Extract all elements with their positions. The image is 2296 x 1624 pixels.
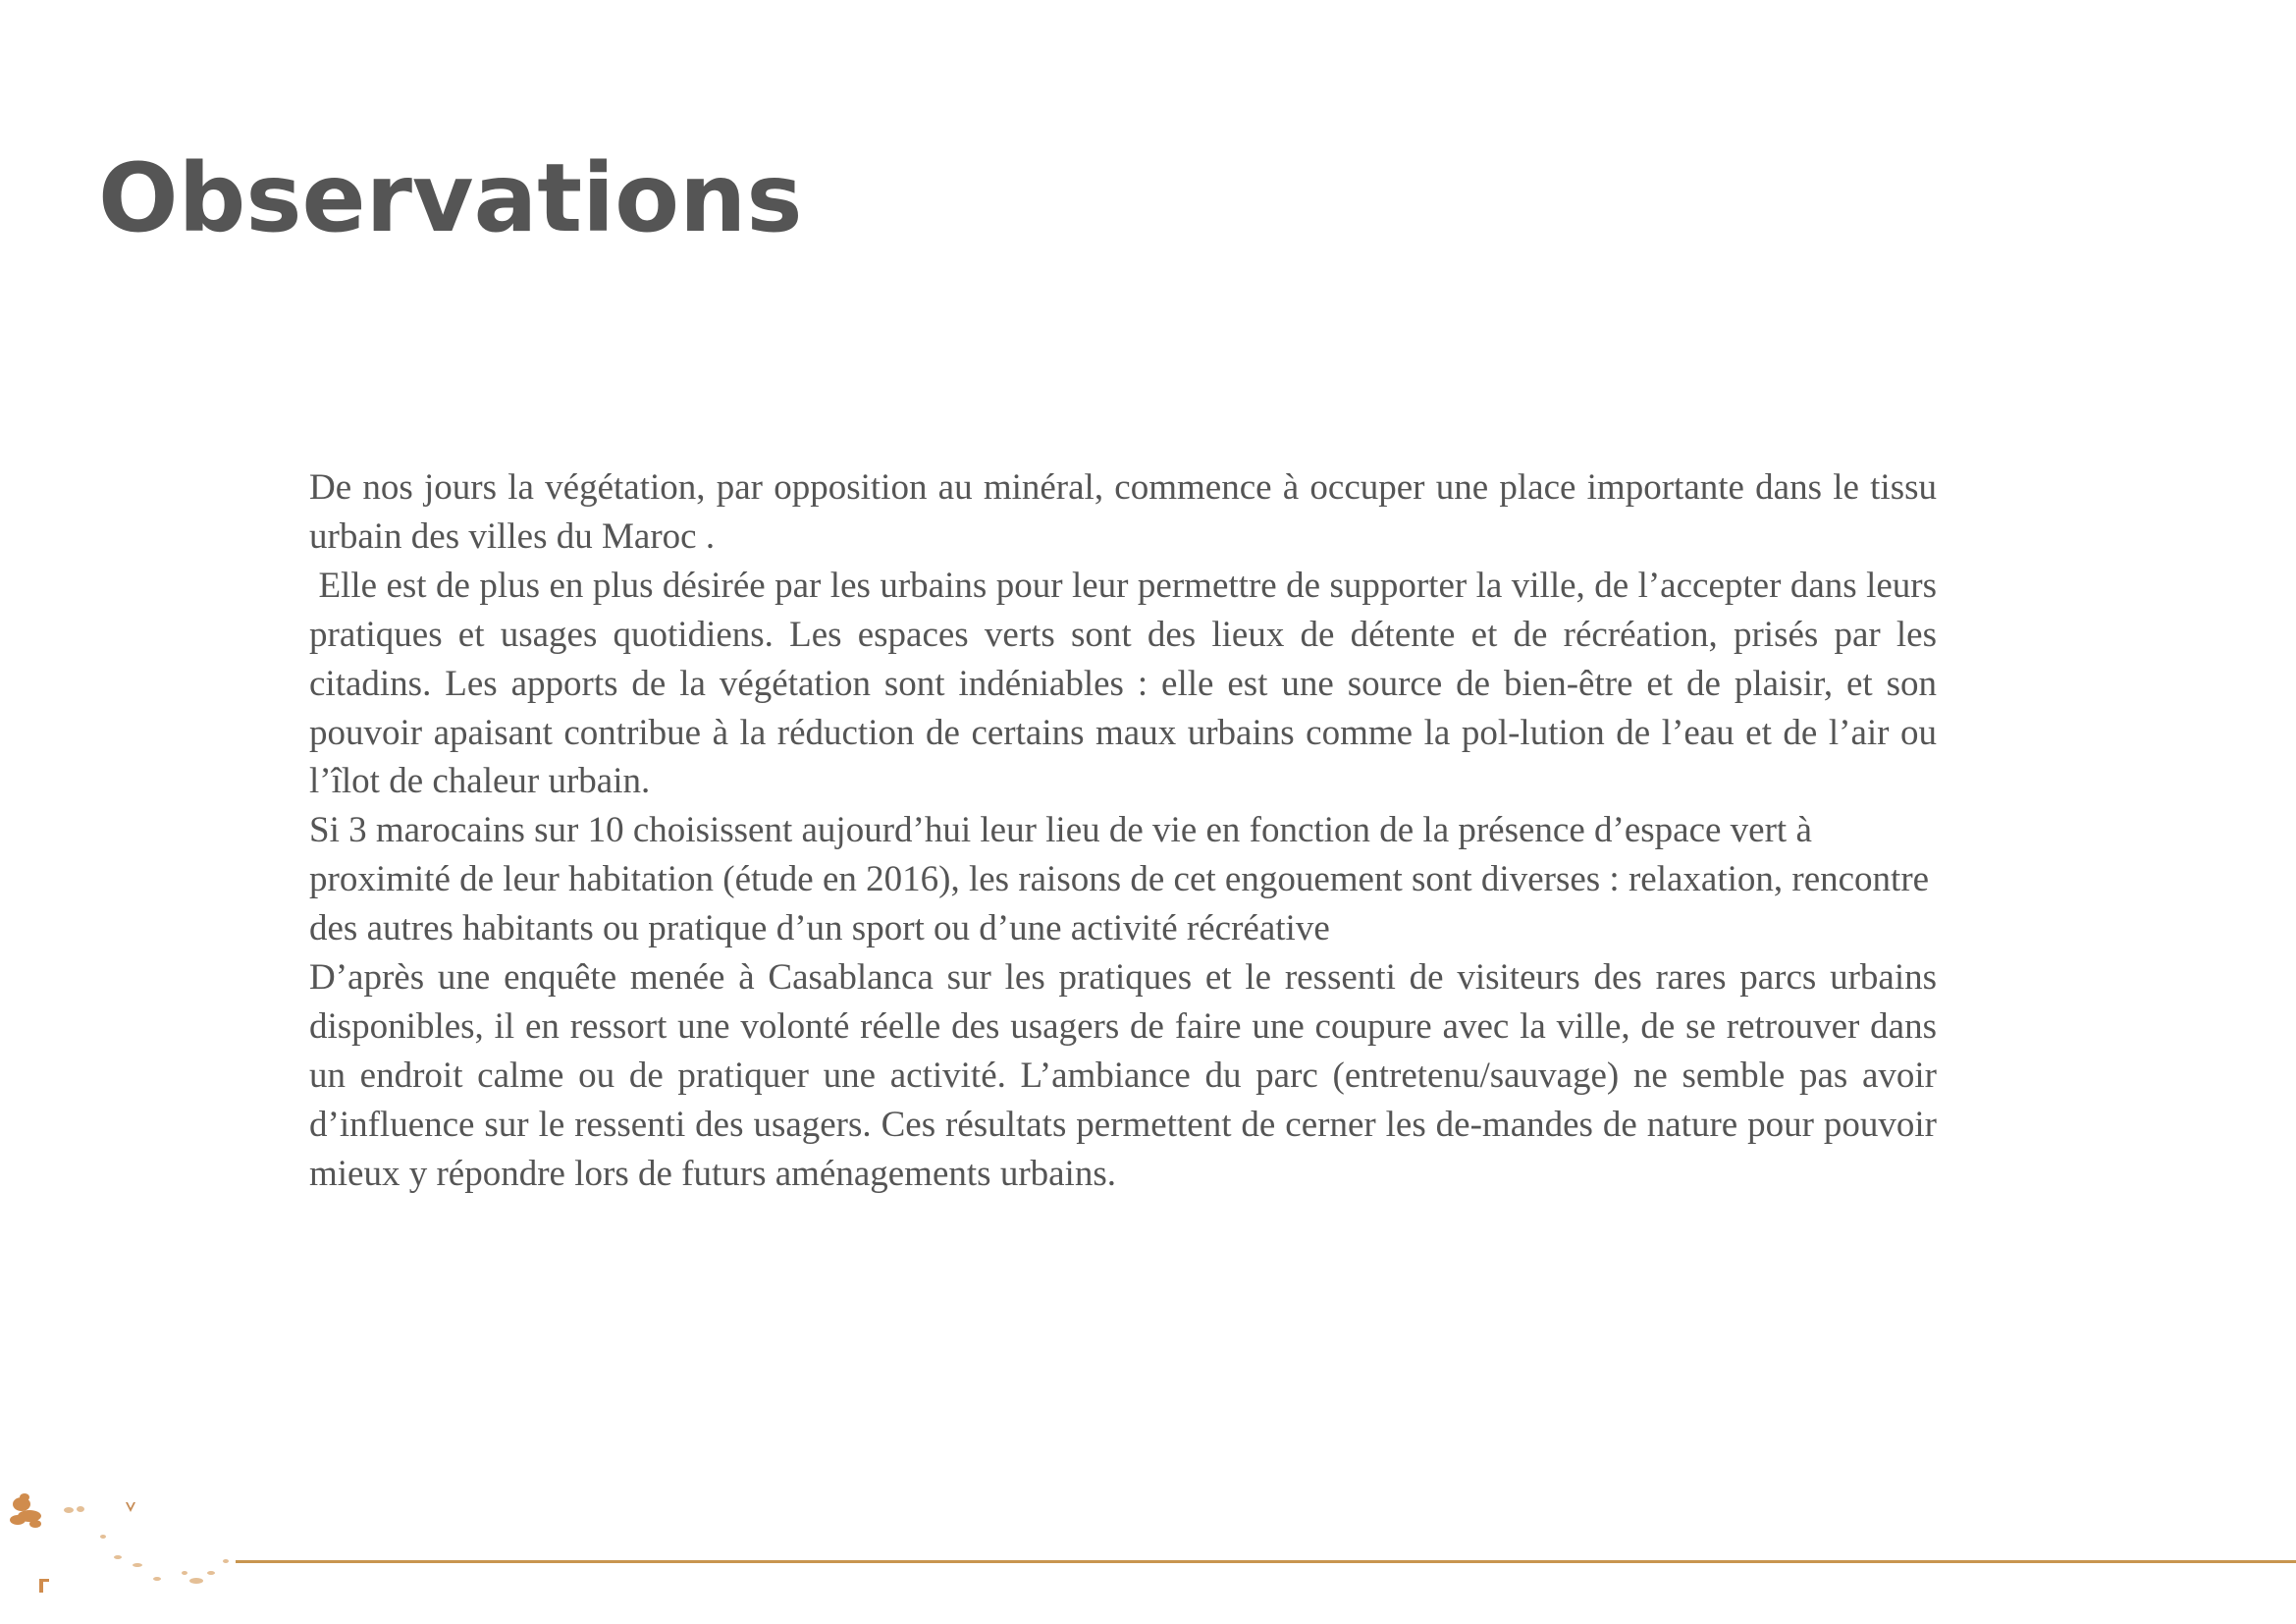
paragraph: D’après une enquête menée à Casablanca sur les pratiques et le ressenti de visiteurs des rares parcs urbains disponibles, il en ressort une volonté réelle des usagers de faire une coupure avec la ville, de se retrouver dans un endroit calme ou de pratiquer une activité. L’ambiance du parc (entretenu/sauvage) ne semble pas avoir d’influence sur le ressenti des usagers. Ces résultats permettent de cerner les de-mandes de nature pour pouvoir mieux y répondre lors de futurs aménagements urbains. (309, 957, 1937, 1194)
watercolor-logo-icon (0, 1463, 245, 1610)
paragraph: De nos jours la végétation, par opposition au minéral, commence à occuper une place importante dans le tissu urbain des villes du Maroc . (309, 467, 1937, 557)
body-text (309, 463, 1947, 1199)
page-title: Observations (98, 143, 803, 253)
paragraph: Si 3 marocains sur 10 choisissent aujourd’hui leur lieu de vie en fonction de la présence d’espace vert à proximité de leur habitation (étude en 2016), les raisons de cet engouement sont diverses : relaxation, rencontre des autres habitants ou pratique d’un sport ou d’une activité récréative (309, 810, 1930, 949)
footer-divider (236, 1560, 2296, 1563)
paragraph: Elle est de plus en plus désirée par les urbains pour leur permettre de supporter la ville, de l’accepter dans leurs pratiques et usages quotidiens. Les espaces verts sont des lieux de détente et de récréation, prisés par les citadins. Les apports de la végétation sont indéniables : elle est une source de bien-être et de plaisir, et son pouvoir apaisant contribue à la réduction de certains maux urbains comme la pol-lution de l’eau et de l’air ou l’îlot de chaleur urbain. (309, 565, 1947, 802)
